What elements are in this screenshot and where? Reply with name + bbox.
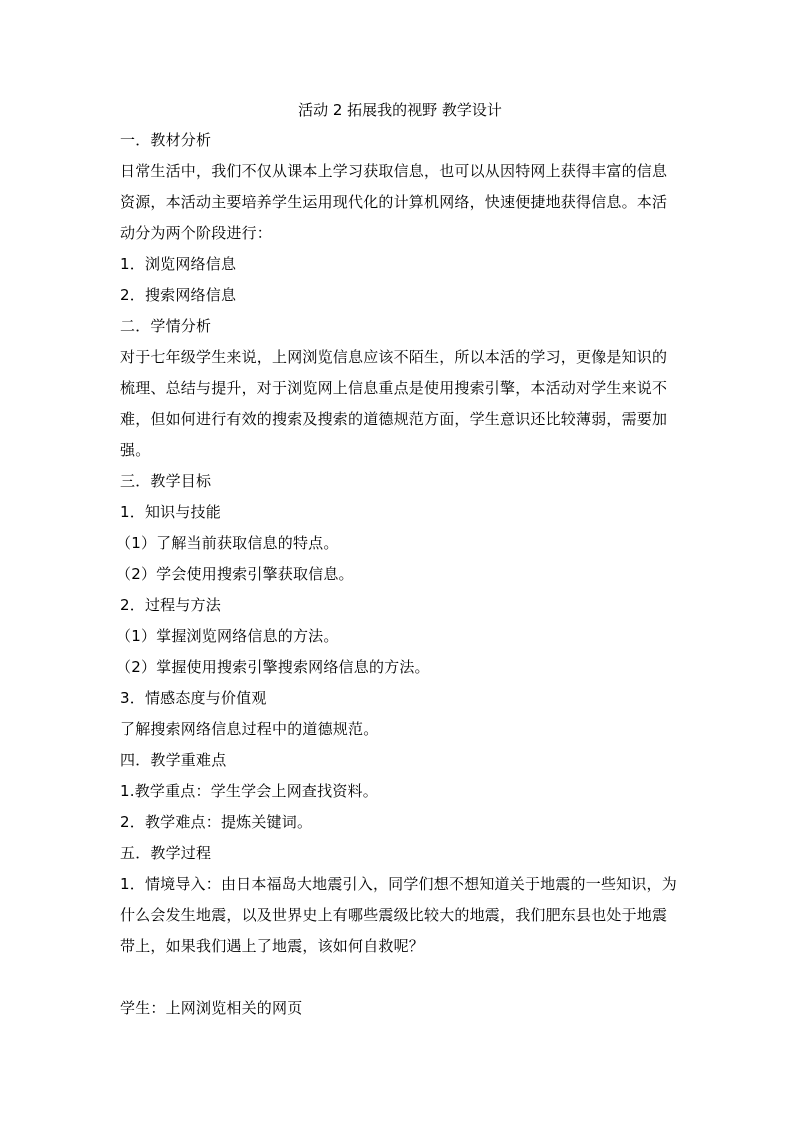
section-heading-teaching-goals: 三．教学目标 xyxy=(120,472,212,490)
blank-line xyxy=(120,962,680,993)
goal-process-methods: 2．过程与方法 xyxy=(120,596,221,614)
stage-item-browse: 1．浏览网络信息 xyxy=(120,255,237,273)
section-heading-teaching-process: 五．教学过程 xyxy=(120,844,212,862)
student-activity-line: 学生：上网浏览相关的网页 xyxy=(120,999,303,1017)
document-title: 活动 2 拓展我的视野 教学设计 xyxy=(298,101,502,119)
goal-knowledge-item-2: （2）学会使用搜索引擎获取信息。 xyxy=(116,565,354,583)
section-heading-key-difficult-points: 四．教学重难点 xyxy=(120,751,227,769)
goal-process-item-2: （2）掌握使用搜索引擎搜索网络信息的方法。 xyxy=(116,658,430,676)
goal-attitude-values: 3．情感态度与价值观 xyxy=(120,689,267,707)
goal-knowledge-skills: 1．知识与技能 xyxy=(120,503,221,521)
situation-intro-paragraph: 1．情境导入：由日本福岛大地震引入，同学们想不想知道关于地震的一些知识，为什么会发生地震，以及世界史上有哪些震级比较大的地震，我们肥东县也处于地震带上，如果我们遇上了地震，该如何自救呢？ xyxy=(120,875,677,955)
section-heading-learner-analysis: 二．学情分析 xyxy=(120,317,212,335)
goal-knowledge-item-1: （1）了解当前获取信息的特点。 xyxy=(116,534,339,552)
document-body xyxy=(116,95,680,1024)
difficult-point-item: 2．教学难点：提炼关键词。 xyxy=(120,813,313,831)
learner-analysis-paragraph: 对于七年级学生来说，上网浏览信息应该不陌生，所以本活的学习，更像是知识的梳理、总结与提升，对于浏览网上信息重点是使用搜索引擎，本活动对学生来说不难，但如何进行有效的搜索及搜索的道德规范方面，学生意识还比较薄弱，需要加强。 xyxy=(120,348,668,459)
goal-process-item-1: （1）掌握浏览网络信息的方法。 xyxy=(116,627,339,645)
key-point-item: 1.教学重点：学生学会上网查找资料。 xyxy=(120,782,378,800)
stage-item-search: 2．搜索网络信息 xyxy=(120,286,237,304)
goal-attitude-item: 了解搜索网络信息过程中的道德规范。 xyxy=(120,720,379,738)
textbook-analysis-paragraph: 日常生活中，我们不仅从课本上学习获取信息，也可以从因特网上获得丰富的信息资源，本活动主要培养学生运用现代化的计算机网络，快速便捷地获得信息。本活动分为两个阶段进行： xyxy=(120,162,668,242)
section-heading-textbook-analysis: 一．教材分析 xyxy=(120,131,212,149)
